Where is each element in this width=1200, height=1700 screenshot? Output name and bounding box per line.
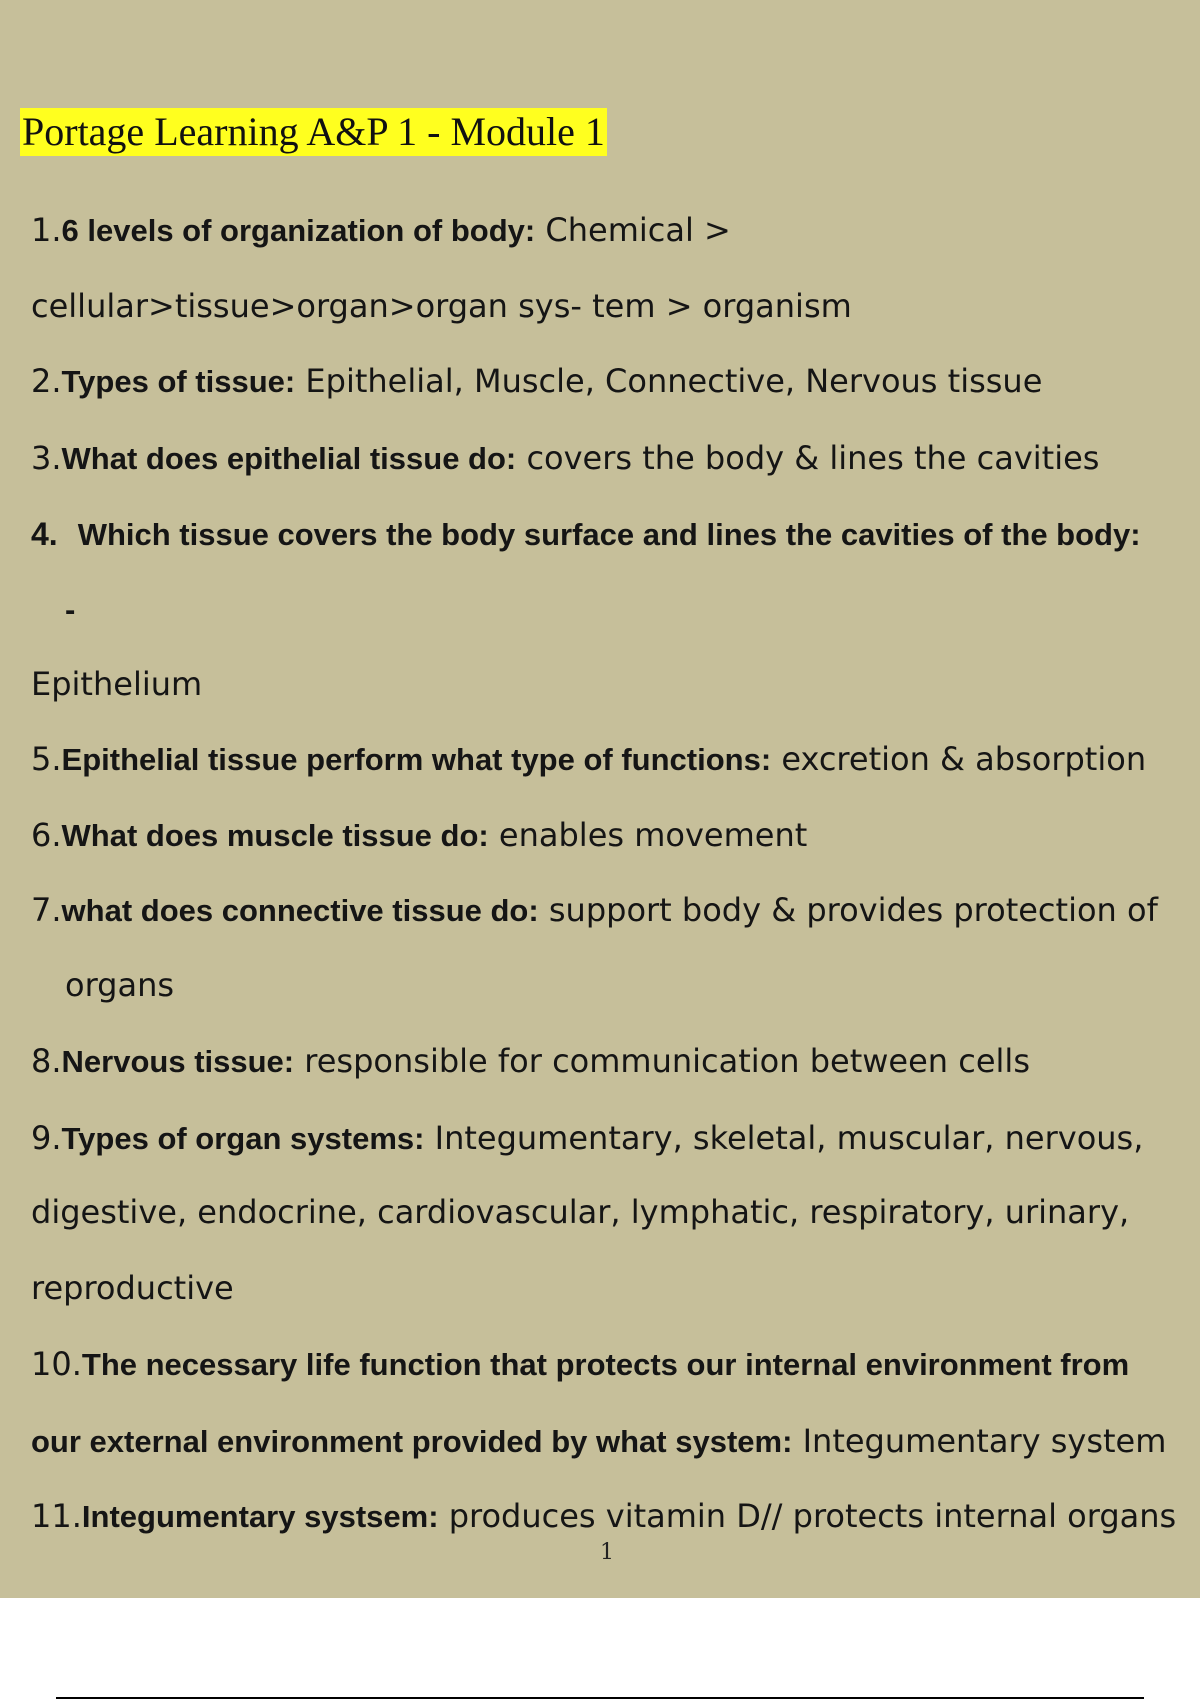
- list-item: [31, 739, 1146, 779]
- item-answer: Integumentary system: [792, 1422, 1167, 1460]
- list-item: [31, 1041, 1030, 1081]
- list-item: [31, 815, 807, 855]
- item-answer: Integumentary, skeletal, muscular, nervous,: [424, 1119, 1144, 1157]
- item-answer: enables movement: [488, 816, 808, 854]
- item-number: 2.: [31, 362, 62, 400]
- item-continuation: -: [65, 592, 76, 627]
- item-number: 3.: [31, 439, 62, 477]
- item-number: 6.: [31, 816, 62, 854]
- item-question: 6 levels of organization of body:: [61, 213, 536, 248]
- item-number: 5.: [31, 740, 62, 778]
- list-item: [31, 361, 1042, 401]
- item-question: Which tissue covers the body surface and lines the cavities of the body:: [77, 517, 1141, 552]
- item-question: Integumentary systsem:: [81, 1499, 439, 1534]
- item-number: 4.: [31, 516, 58, 552]
- page-divider: [56, 1697, 1144, 1699]
- item-question: Types of organ systems:: [61, 1121, 425, 1156]
- page-number: 1: [600, 1540, 614, 1565]
- item-continuation: organs: [65, 966, 175, 1004]
- list-item: [31, 210, 731, 250]
- item-number: 11.: [31, 1497, 82, 1535]
- item-number: 9.: [31, 1119, 62, 1157]
- item-answer: Epithelial, Muscle, Connective, Nervous tissue: [295, 362, 1043, 400]
- item-question: What does epithelial tissue do:: [61, 441, 517, 476]
- list-item: [31, 890, 1158, 930]
- list-item: [31, 1421, 1166, 1461]
- item-answer: support body & provides protection of: [538, 891, 1158, 929]
- list-item: [31, 1118, 1143, 1158]
- list-item: [31, 1344, 1129, 1384]
- item-continuation: cellular>tissue>organ>organ sys- tem > organism: [31, 287, 852, 325]
- item-continuation: reproductive: [31, 1269, 234, 1307]
- item-question: What does muscle tissue do:: [61, 818, 489, 853]
- item-continuation: Epithelium: [31, 665, 203, 703]
- item-question: what does connective tissue do:: [61, 893, 539, 928]
- list-item: [31, 1496, 1176, 1536]
- item-answer: excretion & absorption: [771, 740, 1147, 778]
- list-item: [31, 514, 1141, 554]
- item-number: 7.: [31, 891, 62, 929]
- item-question: our external environment provided by what system:: [31, 1424, 793, 1459]
- item-question: Epithelial tissue perform what type of functions:: [61, 742, 772, 777]
- item-question: The necessary life function that protects our internal environment from: [81, 1347, 1130, 1382]
- item-number: 1.: [31, 211, 62, 249]
- list-item: [31, 438, 1099, 478]
- item-question: Types of tissue:: [61, 364, 296, 399]
- document-title: Portage Learning A&P 1 - Module 1: [22, 109, 605, 154]
- item-answer: Chemical >: [535, 211, 731, 249]
- item-question: Nervous tissue:: [61, 1044, 295, 1079]
- item-number: 8.: [31, 1042, 62, 1080]
- item-answer: responsible for communication between cells: [294, 1042, 1030, 1080]
- item-answer: covers the body & lines the cavities: [516, 439, 1100, 477]
- item-number: 10.: [31, 1345, 82, 1383]
- item-continuation: digestive, endocrine, cardiovascular, lymphatic, respiratory, urinary,: [31, 1193, 1130, 1231]
- item-answer: produces vitamin D// protects internal organs: [438, 1497, 1177, 1535]
